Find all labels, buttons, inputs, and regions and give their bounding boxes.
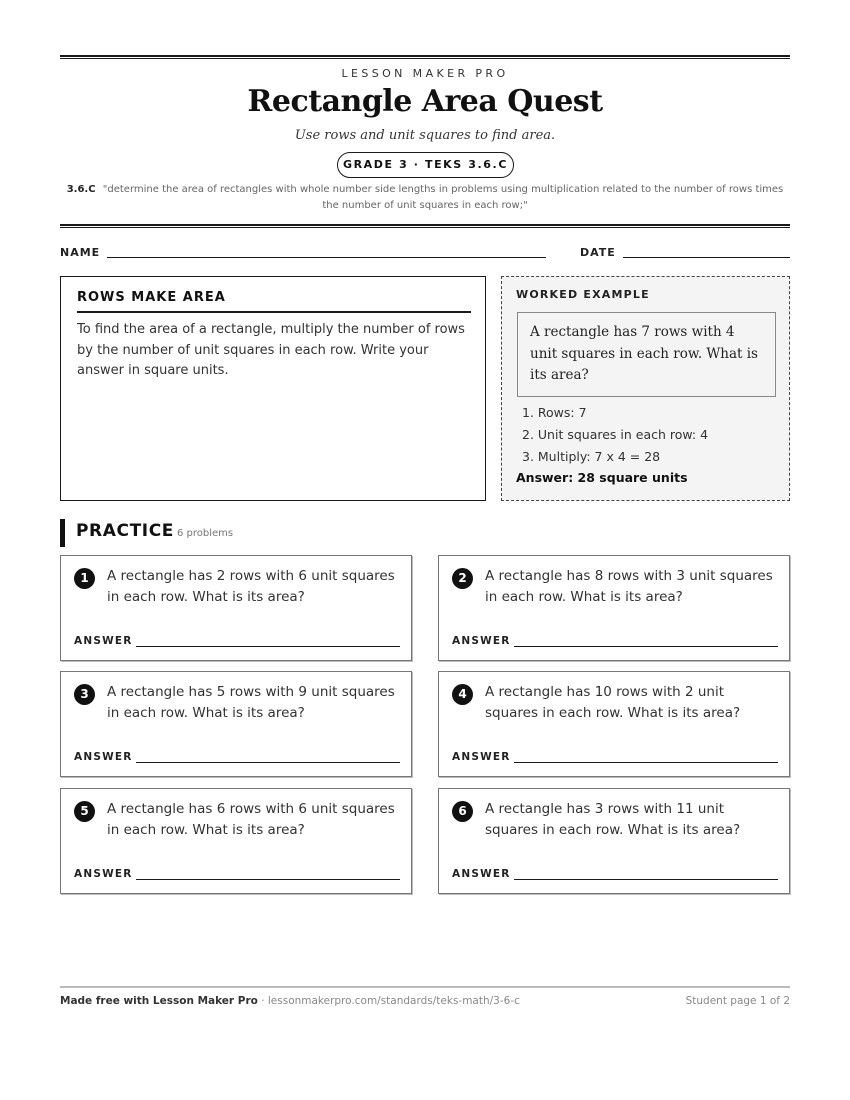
worked-example-steps bbox=[522, 402, 708, 468]
worked-example-question: A rectangle has 7 rows with 4 unit squares in each row. What is its area? bbox=[517, 312, 776, 397]
footer-page-label: Student page 1 of 2 bbox=[685, 995, 790, 1007]
problem-number: 6 bbox=[452, 801, 473, 822]
problem-card bbox=[438, 671, 790, 777]
name-label: NAME bbox=[60, 246, 101, 259]
problem-number: 4 bbox=[452, 684, 473, 705]
answer-field[interactable] bbox=[136, 879, 400, 880]
name-field[interactable] bbox=[107, 257, 546, 258]
problem-number: 1 bbox=[74, 568, 95, 589]
practice-heading: PRACTICE bbox=[76, 521, 174, 541]
problem-card bbox=[60, 671, 412, 777]
footer-credit bbox=[60, 995, 520, 1007]
standard-text: "determine the area of rectangles with whole number side lengths in problems using multiplication related to the number of rows times the number of unit squares in each row;" bbox=[102, 184, 784, 211]
problem-text: A rectangle has 8 rows with 3 unit squares in each row. What is its area? bbox=[485, 568, 773, 605]
page-subtitle: Use rows and unit squares to find area. bbox=[294, 128, 556, 143]
answer-label: ANSWER bbox=[452, 751, 511, 763]
answer-field[interactable] bbox=[514, 762, 778, 763]
standard-code: 3.6.C bbox=[66, 184, 96, 195]
problem-text: A rectangle has 3 rows with 11 unit squares in each row. What is its area? bbox=[485, 801, 741, 838]
problem-text: A rectangle has 5 rows with 9 unit squares in each row. What is its area? bbox=[107, 684, 395, 721]
page-title: Rectangle Area Quest bbox=[247, 84, 603, 119]
answer-field[interactable] bbox=[136, 762, 400, 763]
worked-example-answer: Answer: 28 square units bbox=[516, 470, 688, 485]
worked-example-step: 2. Unit squares in each row: 4 bbox=[522, 427, 709, 442]
problem-text: A rectangle has 2 rows with 6 unit squares in each row. What is its area? bbox=[107, 568, 395, 605]
answer-label: ANSWER bbox=[74, 635, 133, 647]
problem-text: A rectangle has 10 rows with 2 unit squares in each row. What is its area? bbox=[485, 684, 741, 721]
date-label: DATE bbox=[580, 246, 616, 259]
answer-label: ANSWER bbox=[74, 751, 133, 763]
footer-made-with: Made free with Lesson Maker Pro bbox=[60, 995, 258, 1007]
date-field[interactable] bbox=[623, 257, 790, 258]
concept-box bbox=[60, 276, 486, 501]
footer-url[interactable]: lessonmakerpro.com/standards/teks-math/3-6-c bbox=[267, 995, 520, 1007]
problem-number: 2 bbox=[452, 568, 473, 589]
header-bottom-rule bbox=[60, 224, 790, 228]
answer-label: ANSWER bbox=[452, 635, 511, 647]
problem-number: 3 bbox=[74, 684, 95, 705]
answer-label: ANSWER bbox=[74, 868, 133, 880]
brand-label: LESSON MAKER PRO bbox=[341, 67, 509, 80]
grade-badge: GRADE 3 · TEKS 3.6.C bbox=[337, 152, 514, 178]
worked-example-heading: WORKED EXAMPLE bbox=[516, 288, 650, 301]
worked-example-box bbox=[501, 276, 790, 501]
footer-rule bbox=[60, 986, 790, 988]
problem-number: 5 bbox=[74, 801, 95, 822]
answer-field[interactable] bbox=[136, 646, 400, 647]
problem-card bbox=[438, 788, 790, 894]
worksheet-page bbox=[60, 0, 790, 1100]
standard-description bbox=[60, 182, 790, 214]
practice-accent-bar bbox=[60, 519, 65, 547]
footer-separator: · bbox=[257, 995, 268, 1007]
answer-field[interactable] bbox=[514, 646, 778, 647]
answer-label: ANSWER bbox=[452, 868, 511, 880]
practice-count: 6 problems bbox=[177, 528, 234, 539]
worked-example-step: 1. Rows: 7 bbox=[522, 405, 587, 420]
problem-card bbox=[60, 788, 412, 894]
answer-field[interactable] bbox=[514, 879, 778, 880]
problem-text: A rectangle has 6 rows with 6 unit squares in each row. What is its area? bbox=[107, 801, 395, 838]
header-top-rule bbox=[60, 55, 790, 59]
concept-body: To find the area of a rectangle, multiply the number of rows by the number of unit squares in each row. Write your answer in square units. bbox=[77, 322, 465, 378]
worked-example-step: 3. Multiply: 7 x 4 = 28 bbox=[522, 449, 661, 464]
problem-card bbox=[60, 555, 412, 661]
problem-card bbox=[438, 555, 790, 661]
concept-heading: ROWS MAKE AREA bbox=[77, 290, 471, 313]
